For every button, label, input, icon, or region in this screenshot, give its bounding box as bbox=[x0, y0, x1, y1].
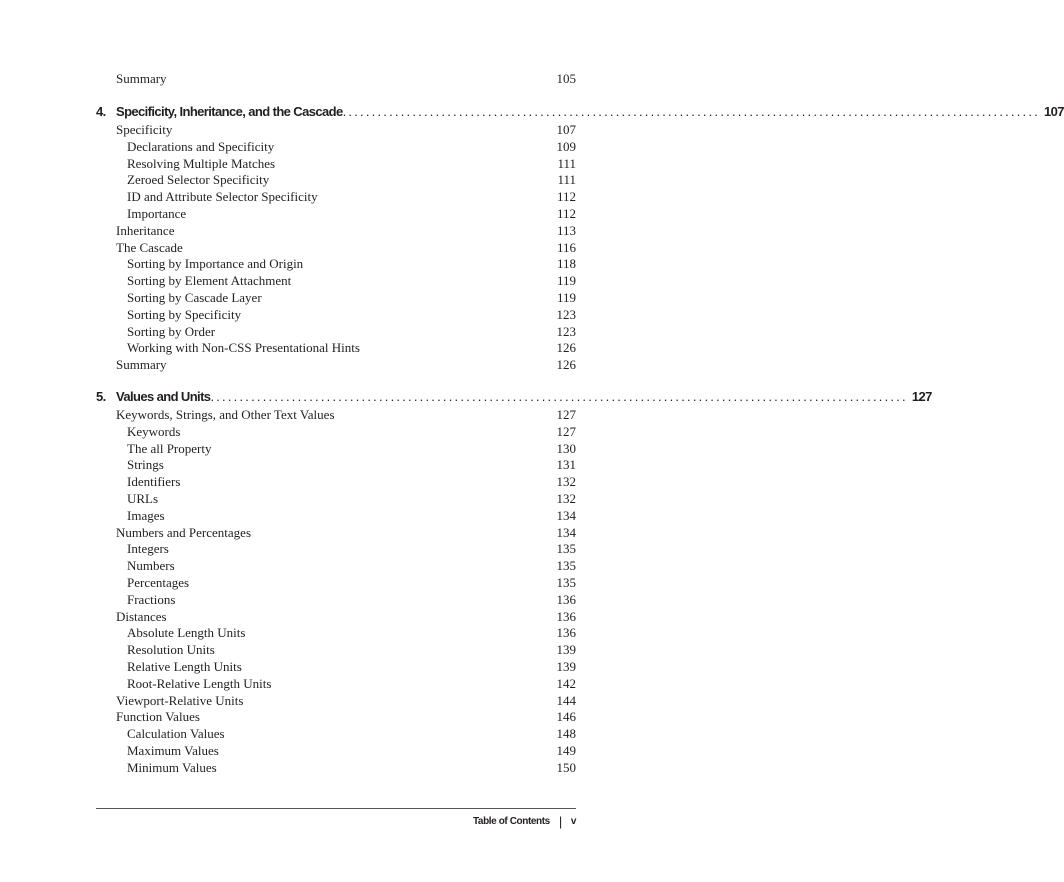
toc-entry-page: 112 bbox=[556, 205, 576, 221]
toc-entry-title: Images bbox=[127, 507, 165, 523]
toc-entry[interactable] bbox=[96, 457, 576, 474]
toc-entry-title: Fractions bbox=[127, 591, 176, 607]
chapter-heading[interactable] bbox=[96, 102, 1064, 122]
toc-entry-page: 146 bbox=[556, 709, 576, 725]
footer-rule bbox=[96, 808, 576, 809]
toc-entry-title: Integers bbox=[127, 541, 169, 557]
toc-entry-title: Keywords, Strings, and Other Text Values bbox=[116, 407, 335, 422]
toc-entry-page: 126 bbox=[556, 357, 576, 373]
toc-entry-title: URLs bbox=[127, 490, 159, 506]
toc-entry-page: 139 bbox=[556, 658, 576, 674]
toc-entry-page: 123 bbox=[556, 306, 576, 322]
toc-entry-page: 127 bbox=[556, 423, 576, 439]
toc-entry-page: 135 bbox=[556, 558, 576, 574]
toc-entry-page: 105 bbox=[556, 71, 576, 86]
toc-entry[interactable] bbox=[96, 525, 576, 542]
toc-entry-page: 135 bbox=[556, 574, 576, 590]
toc-entry-title: Declarations and Specificity bbox=[127, 138, 275, 154]
toc-entry[interactable] bbox=[96, 324, 576, 341]
chapter-number: 4. bbox=[96, 104, 106, 119]
toc-entry[interactable] bbox=[96, 189, 576, 206]
toc-entry-page: 136 bbox=[556, 625, 576, 641]
toc-entry-page: 113 bbox=[556, 222, 576, 238]
toc-entry-page: 109 bbox=[556, 138, 576, 154]
toc-entry-title: Specificity bbox=[116, 122, 173, 137]
toc-entry[interactable] bbox=[96, 491, 576, 508]
chapter-page: 127 bbox=[911, 389, 932, 404]
toc-entry-page: 139 bbox=[556, 642, 576, 658]
toc-entry[interactable] bbox=[96, 709, 576, 726]
toc-entry[interactable] bbox=[96, 659, 576, 676]
footer-separator: | bbox=[558, 814, 562, 829]
toc-entry-title: Minimum Values bbox=[127, 759, 217, 775]
toc-entry-title: Summary bbox=[116, 71, 167, 86]
toc-entry-page: 150 bbox=[556, 759, 576, 775]
toc-entry-title: Numbers bbox=[127, 558, 175, 574]
toc-entry-page: 136 bbox=[556, 591, 576, 607]
toc-entry-title: Distances bbox=[116, 608, 167, 624]
toc-entry[interactable] bbox=[96, 172, 576, 189]
toc-entry[interactable] bbox=[96, 609, 576, 626]
dot-leader: ........................................................................................................................ bbox=[210, 389, 908, 404]
toc-entry-title: Zeroed Selector Specificity bbox=[127, 172, 270, 188]
toc-entry-title: Root-Relative Length Units bbox=[127, 675, 272, 691]
toc-entry-page: 144 bbox=[556, 692, 576, 708]
toc-entry-page: 142 bbox=[556, 675, 576, 691]
toc-entry[interactable] bbox=[96, 139, 576, 156]
page-number: v bbox=[570, 816, 576, 827]
toc-entry[interactable] bbox=[96, 256, 576, 273]
toc-entry[interactable] bbox=[96, 441, 576, 458]
toc-entry[interactable] bbox=[96, 642, 576, 659]
toc-entry[interactable] bbox=[96, 541, 576, 558]
toc-entry-page: 132 bbox=[556, 490, 576, 506]
toc-entry-title: Percentages bbox=[127, 574, 190, 590]
toc-entry[interactable] bbox=[96, 676, 576, 693]
toc-entry-title: Identifiers bbox=[127, 474, 181, 490]
toc-entry-page: 132 bbox=[556, 474, 576, 490]
toc-entry-title: ID and Attribute Selector Specificity bbox=[127, 189, 318, 205]
toc-entry-title: Calculation Values bbox=[127, 726, 225, 742]
toc-entry-title: Importance bbox=[127, 205, 187, 221]
footer-label: Table of Contents bbox=[472, 816, 550, 827]
toc-entry-page: 135 bbox=[556, 541, 576, 557]
toc-entry-page: 119 bbox=[556, 289, 576, 305]
toc-entry-title: Maximum Values bbox=[127, 742, 219, 758]
toc-entry-title: Sorting by Order bbox=[127, 323, 216, 339]
toc-entry[interactable] bbox=[96, 240, 576, 257]
toc-entry-title: Inheritance bbox=[116, 222, 175, 238]
toc-entry-page: 126 bbox=[556, 340, 576, 356]
toc-entry-page: 111 bbox=[557, 155, 576, 171]
toc-entry-title: Sorting by Element Attachment bbox=[127, 273, 292, 289]
toc-entry-title: Resolution Units bbox=[127, 642, 215, 658]
toc-entry-title: The Cascade bbox=[116, 239, 183, 255]
toc-entry[interactable] bbox=[96, 122, 576, 139]
toc-entry[interactable] bbox=[96, 508, 576, 525]
toc-entry[interactable] bbox=[96, 307, 576, 324]
toc-entry-title: Absolute Length Units bbox=[127, 625, 246, 641]
toc-entry-page: 116 bbox=[556, 239, 576, 255]
toc-entry[interactable] bbox=[96, 625, 576, 642]
chapter-page: 107 bbox=[1044, 104, 1064, 119]
toc-entry[interactable] bbox=[96, 726, 576, 743]
toc-entry[interactable] bbox=[96, 206, 576, 223]
toc-entry[interactable] bbox=[96, 592, 576, 609]
toc-entry-page: 111 bbox=[557, 172, 576, 188]
toc-entry-title: Working with Non-CSS Presentational Hints bbox=[127, 340, 360, 356]
toc-entry[interactable] bbox=[96, 575, 576, 592]
toc-entry-title: Viewport-Relative Units bbox=[116, 692, 244, 708]
toc-entry-page: 107 bbox=[556, 122, 576, 137]
toc-entry[interactable] bbox=[96, 760, 576, 777]
toc-entry-title: Summary bbox=[116, 357, 167, 373]
toc-entry[interactable] bbox=[96, 407, 576, 424]
toc-entry[interactable] bbox=[96, 340, 576, 357]
toc-entry-page: 131 bbox=[556, 457, 576, 473]
chapter-title: Values and Units bbox=[116, 389, 211, 404]
toc-entry[interactable] bbox=[96, 357, 576, 374]
chapter-title: Specificity, Inheritance, and the Cascade bbox=[116, 104, 343, 119]
dot-leader: ........................................................................................................................ bbox=[342, 104, 1040, 119]
toc-previous-entries bbox=[96, 71, 576, 88]
toc-entry-page: 123 bbox=[556, 323, 576, 339]
toc-entry-title: Numbers and Percentages bbox=[116, 524, 252, 540]
chapter-number: 5. bbox=[96, 389, 106, 404]
toc-entry-page: 134 bbox=[556, 507, 576, 523]
toc-entry[interactable] bbox=[96, 424, 576, 441]
toc-entry-page: 118 bbox=[556, 256, 576, 272]
toc-entry[interactable] bbox=[96, 693, 576, 710]
toc-chapter-4 bbox=[96, 102, 1064, 374]
toc-entry-page: 136 bbox=[556, 608, 576, 624]
toc-entry[interactable] bbox=[96, 474, 576, 491]
toc-entry-page: 130 bbox=[556, 440, 576, 456]
toc-entry-page: 134 bbox=[556, 524, 576, 540]
toc-entry-page: 149 bbox=[556, 742, 576, 758]
toc-entry-page: 112 bbox=[556, 189, 576, 205]
toc-entry-title: Strings bbox=[127, 457, 164, 473]
toc-entry-title: Function Values bbox=[116, 709, 200, 725]
toc-entry[interactable] bbox=[96, 273, 576, 290]
page-footer bbox=[473, 814, 576, 829]
toc-entry[interactable] bbox=[96, 558, 576, 575]
chapter-heading[interactable] bbox=[96, 387, 932, 407]
toc-entry[interactable] bbox=[96, 71, 576, 88]
toc-entry-title: Sorting by Specificity bbox=[127, 306, 242, 322]
toc-entry[interactable] bbox=[96, 223, 576, 240]
toc-entry-page: 127 bbox=[556, 407, 576, 422]
toc-entry-page: 119 bbox=[556, 273, 576, 289]
toc-entry-title: Relative Length Units bbox=[127, 658, 242, 674]
toc-entry-title: Sorting by Cascade Layer bbox=[127, 289, 262, 305]
toc-chapter-5 bbox=[96, 387, 932, 777]
toc-entry-title: Sorting by Importance and Origin bbox=[127, 256, 304, 272]
toc-entry[interactable] bbox=[96, 156, 576, 173]
toc-entry-title: Keywords bbox=[127, 423, 181, 439]
toc-entry-title: Resolving Multiple Matches bbox=[127, 155, 276, 171]
toc-entry[interactable] bbox=[96, 290, 576, 307]
toc-entry-title: The all Property bbox=[127, 440, 212, 456]
toc-entry-page: 148 bbox=[556, 726, 576, 742]
toc-entry[interactable] bbox=[96, 743, 576, 760]
